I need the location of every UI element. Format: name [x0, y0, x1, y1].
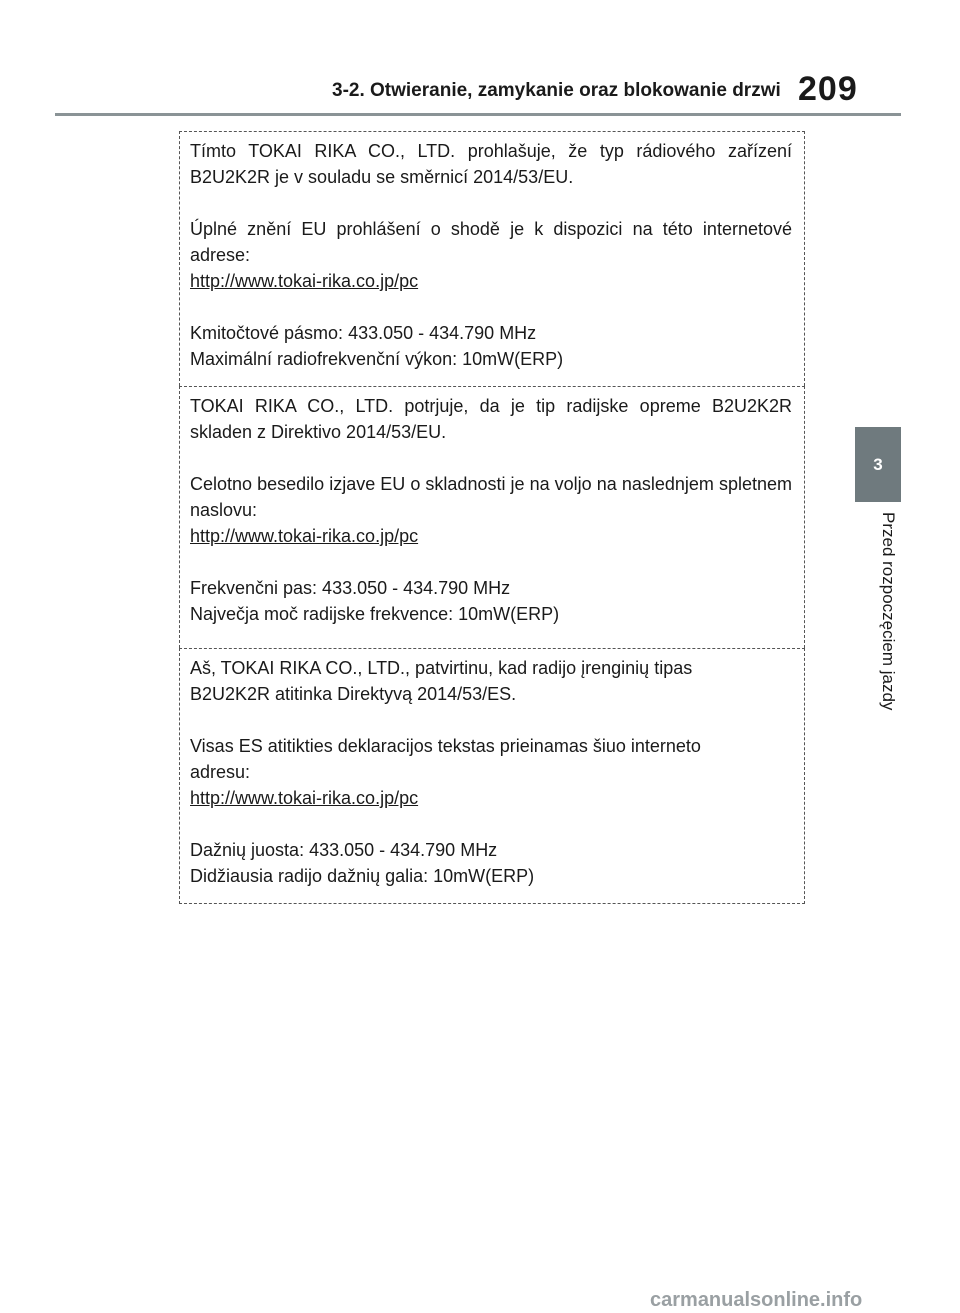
chapter-number: 3	[873, 454, 883, 474]
address-paragraph	[190, 733, 792, 811]
declaration-link[interactable]: http://www.tokai-rika.co.jp/pc	[190, 271, 419, 291]
max-power: Največja moč radijske frekvence: 10mW(ERP)	[190, 604, 560, 624]
address-line: adresu:	[190, 762, 251, 782]
spec-paragraph	[190, 837, 792, 889]
frequency-band: Kmitočtové pásmo: 433.050 - 434.790 MHz	[190, 323, 537, 343]
max-power: Didžiausia radijo dažnių galia: 10mW(ERP)	[190, 866, 535, 886]
address-line: Visas ES atitikties deklaracijos tekstas prieinamas šiuo interneto	[190, 736, 701, 756]
spec-paragraph	[190, 575, 792, 627]
chapter-tab	[855, 427, 901, 502]
frequency-band: Frekvenčni pas: 433.050 - 434.790 MHz	[190, 578, 511, 598]
declaration-line: B2U2K2R atitinka Direktyvą 2014/53/ES.	[190, 684, 517, 704]
declaration-link[interactable]: http://www.tokai-rika.co.jp/pc	[190, 526, 419, 546]
address-paragraph	[190, 216, 792, 294]
footer-watermark: carmanualsonline.info	[650, 1289, 863, 1311]
page-number: 209	[798, 70, 858, 108]
address-paragraph	[190, 471, 792, 549]
declaration-line: Aš, TOKAI RIKA CO., LTD., patvirtinu, kad radijo įrenginių tipas	[190, 658, 693, 678]
declaration-text: Tímto TOKAI RIKA CO., LTD. prohlašuje, že typ rádiového zařízení B2U2K2R je v souladu se směrnicí 2014/53/EU.	[190, 141, 792, 187]
header-divider	[55, 113, 901, 116]
declaration-text: TOKAI RIKA CO., LTD. potrjuje, da je tip radijske opreme B2U2K2R skladen z Direktivo 2014/53/EU.	[190, 396, 792, 442]
frequency-band: Dažnių juosta: 433.050 - 434.790 MHz	[190, 840, 498, 860]
address-text: Celotno besedilo izjave EU o skladnosti je na voljo na naslednjem spletnem naslovu:	[190, 474, 792, 520]
declaration-box-czech	[179, 131, 805, 386]
section-title: 3-2. Otwieranie, zamykanie oraz blokowanie drzwi	[332, 80, 781, 101]
address-text: Úplné znění EU prohlášení o shodě je k dispozici na této internetové adrese:	[190, 219, 792, 265]
declaration-link[interactable]: http://www.tokai-rika.co.jp/pc	[190, 788, 419, 808]
chapter-label: Przed rozpoczęciem jazdy	[879, 512, 898, 711]
declaration-box-slovenian	[179, 386, 805, 648]
spec-paragraph	[190, 320, 792, 372]
declaration-paragraph	[190, 655, 792, 707]
max-power: Maximální radiofrekvenční výkon: 10mW(ERP)	[190, 349, 564, 369]
declaration-box-lithuanian	[179, 648, 805, 904]
